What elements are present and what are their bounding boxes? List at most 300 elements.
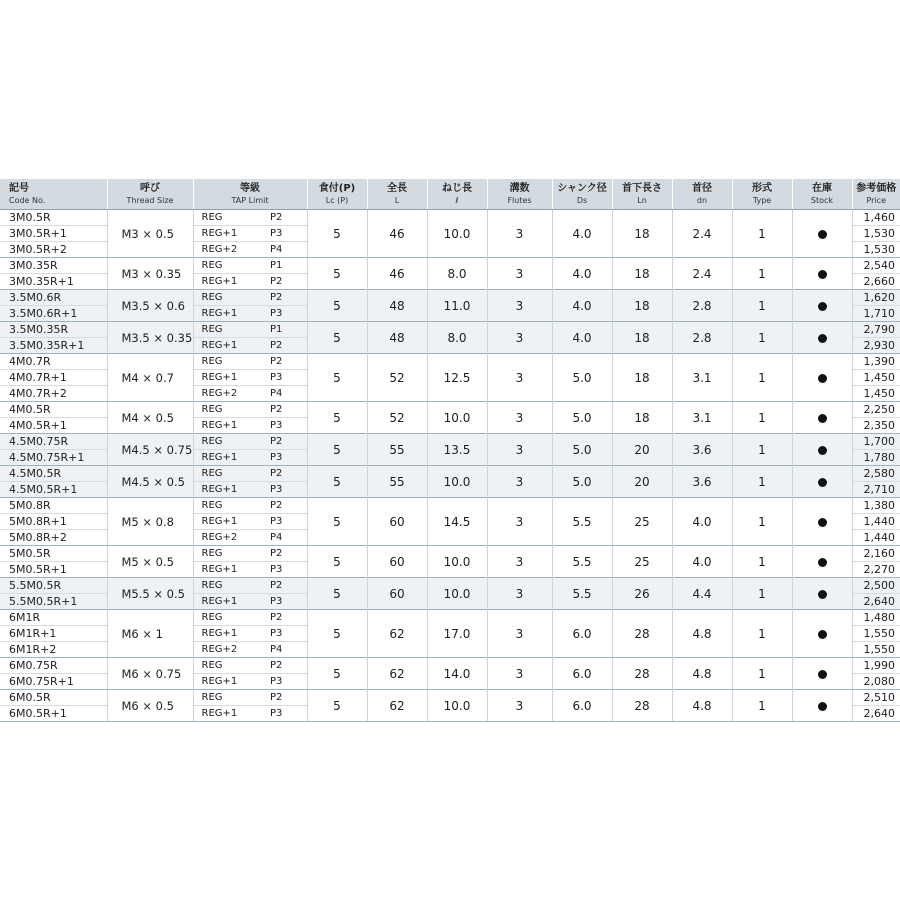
tap-limit-p-cell: P3 — [264, 514, 307, 530]
tap-limit-cell: REG+1 — [193, 626, 264, 642]
thread-size-cell: M3 × 0.35 — [107, 258, 193, 290]
tap-limit-cell: REG+1 — [193, 674, 264, 690]
code-cell: 6M1R+2 — [0, 642, 107, 658]
tap-limit-p-cell: P3 — [264, 306, 307, 322]
price-cell: 1,480 — [852, 610, 900, 626]
neck-dia-cell: 3.6 — [672, 466, 732, 498]
tap-limit-cell: REG+1 — [193, 306, 264, 322]
stock-cell — [792, 498, 852, 546]
price-cell: 2,080 — [852, 674, 900, 690]
tap-limit-cell: REG+2 — [193, 642, 264, 658]
filled-circle-icon — [818, 414, 827, 423]
header-length: 全長 L — [367, 179, 427, 210]
tap-limit-cell: REG+1 — [193, 706, 264, 722]
price-cell: 1,620 — [852, 290, 900, 306]
table-row — [0, 658, 900, 674]
code-cell: 6M0.75R — [9, 658, 58, 672]
tap-limit-p-cell: P2 — [264, 338, 307, 354]
type-cell: 1 — [732, 658, 792, 690]
length-cell: 48 — [367, 290, 427, 322]
type-cell: 1 — [732, 322, 792, 354]
thread-size-cell: M5.5 × 0.5 — [107, 578, 193, 610]
tap-limit-cell: REG — [193, 690, 264, 706]
tap-limit-p-cell: P3 — [264, 626, 307, 642]
length-cell: 46 — [367, 210, 427, 258]
thread-size-cell: M6 × 0.5 — [107, 690, 193, 722]
neck-length-cell: 18 — [612, 290, 672, 322]
code-cell: 6M1R — [9, 610, 41, 624]
header-limit: 等級 TAP Limit — [193, 179, 307, 210]
tap-limit-p-cell: P2 — [270, 499, 283, 511]
tap-limit-cell: REG+1 — [193, 418, 264, 434]
tap-limit-cell: REG — [193, 498, 264, 514]
flutes-cell: 3 — [487, 466, 552, 498]
price-cell: 2,510 — [852, 690, 900, 706]
shank-cell: 5.0 — [552, 402, 612, 434]
lc-cell: 5 — [307, 498, 367, 546]
neck-length-cell: 20 — [612, 434, 672, 466]
table-row — [0, 690, 900, 706]
lc-cell: 5 — [307, 258, 367, 290]
tap-limit-p-cell: P2 — [270, 611, 283, 623]
code-cell: 5M0.8R+2 — [0, 530, 107, 546]
tap-limit-cell: REG — [193, 290, 264, 306]
price-cell: 1,450 — [852, 370, 900, 386]
type-cell: 1 — [732, 354, 792, 402]
code-cell: 6M0.5R — [9, 690, 51, 704]
price-cell: 2,270 — [852, 562, 900, 578]
code-cell: 3.5M0.6R+1 — [0, 306, 107, 322]
header-flutes: 溝数 Flutes — [487, 179, 552, 210]
stock-cell — [792, 402, 852, 434]
thread-size-cell: M4 × 0.7 — [107, 354, 193, 402]
neck-dia-cell: 3.1 — [672, 354, 732, 402]
code-cell: 5.5M0.5R — [0, 578, 107, 594]
thread-size-cell: M4.5 × 0.75 — [107, 434, 193, 466]
table-row — [0, 546, 900, 562]
code-cell: 6M0.75R+1 — [0, 674, 107, 690]
thread-length-cell: 10.0 — [427, 690, 487, 722]
length-cell: 46 — [367, 258, 427, 290]
thread-size-cell: M3.5 × 0.6 — [107, 290, 193, 322]
price-cell: 2,160 — [852, 546, 900, 562]
neck-dia-cell: 4.8 — [672, 658, 732, 690]
thread-length-cell: 14.5 — [427, 498, 487, 546]
tap-limit-p-cell: P3 — [264, 450, 307, 466]
length-cell: 48 — [367, 322, 427, 354]
length-cell: 60 — [367, 578, 427, 610]
thread-length-cell: 8.0 — [427, 258, 487, 290]
lc-cell: 5 — [307, 290, 367, 322]
type-cell: 1 — [732, 610, 792, 658]
shank-cell: 6.0 — [552, 690, 612, 722]
spec-group — [0, 578, 900, 610]
shank-cell: 4.0 — [552, 322, 612, 354]
price-cell: 1,390 — [852, 354, 900, 370]
code-cell: 4M0.7R+1 — [0, 370, 107, 386]
code-cell: 4.5M0.5R+1 — [0, 482, 107, 498]
tap-limit-p-cell: P2 — [264, 466, 307, 482]
code-cell: 4.5M0.75R+1 — [0, 450, 107, 466]
code-cell: 3.5M0.35R — [0, 322, 107, 338]
price-cell: 2,250 — [852, 402, 900, 418]
code-cell: 3M0.35R+1 — [0, 274, 107, 290]
header-neck-length: 首下長さ Ln — [612, 179, 672, 210]
thread-length-cell: 11.0 — [427, 290, 487, 322]
spec-group — [0, 290, 900, 322]
stock-cell — [792, 578, 852, 610]
filled-circle-icon — [818, 230, 827, 239]
tap-limit-cell: REG+1 — [193, 450, 264, 466]
type-cell: 1 — [732, 210, 792, 258]
code-cell: 4.5M0.75R — [0, 434, 107, 450]
tap-limit-cell: REG+1 — [193, 562, 264, 578]
code-cell: 4M0.7R+2 — [0, 386, 107, 402]
neck-length-cell: 20 — [612, 466, 672, 498]
code-cell: 3M0.5R+1 — [0, 226, 107, 242]
type-cell: 1 — [732, 578, 792, 610]
table-row — [0, 210, 900, 226]
lc-cell: 5 — [307, 690, 367, 722]
stock-cell — [792, 210, 852, 258]
tap-limit-cell: REG+2 — [193, 386, 264, 402]
filled-circle-icon — [818, 702, 827, 711]
price-cell: 2,640 — [852, 706, 900, 722]
spec-group — [0, 434, 900, 466]
stock-cell — [792, 466, 852, 498]
tap-limit-p-cell: P2 — [270, 403, 283, 415]
stock-cell — [792, 258, 852, 290]
thread-length-cell: 13.5 — [427, 434, 487, 466]
header-thread-length: ねじ長 ℓ — [427, 179, 487, 210]
header-lc: 食付(P) Lc (P) — [307, 179, 367, 210]
header-row — [0, 179, 900, 210]
type-cell: 1 — [732, 434, 792, 466]
lc-cell: 5 — [307, 546, 367, 578]
tap-limit-p-cell: P1 — [270, 259, 283, 271]
price-cell: 1,710 — [852, 306, 900, 322]
lc-cell: 5 — [307, 466, 367, 498]
neck-dia-cell: 2.4 — [672, 258, 732, 290]
spec-group — [0, 690, 900, 722]
flutes-cell: 3 — [487, 610, 552, 658]
tap-limit-cell: REG — [193, 210, 264, 226]
thread-length-cell: 10.0 — [427, 466, 487, 498]
spec-group — [0, 402, 900, 434]
price-cell: 2,790 — [852, 322, 900, 338]
spec-group — [0, 498, 900, 546]
price-cell: 1,780 — [852, 450, 900, 466]
thread-size-cell: M3 × 0.5 — [107, 210, 193, 258]
filled-circle-icon — [818, 334, 827, 343]
neck-length-cell: 18 — [612, 402, 672, 434]
type-cell: 1 — [732, 258, 792, 290]
neck-dia-cell: 4.0 — [672, 546, 732, 578]
tap-limit-p-cell: P4 — [264, 642, 307, 658]
neck-length-cell: 28 — [612, 658, 672, 690]
lc-cell: 5 — [307, 578, 367, 610]
tap-limit-cell: REG — [193, 578, 264, 594]
neck-dia-cell: 3.6 — [672, 434, 732, 466]
table-row — [0, 402, 900, 418]
thread-length-cell: 10.0 — [427, 578, 487, 610]
tap-limit-p-cell: P1 — [264, 322, 307, 338]
spec-group — [0, 466, 900, 498]
table-row — [0, 258, 900, 274]
tap-limit-p-cell: P2 — [270, 547, 283, 559]
tap-limit-cell: REG+2 — [193, 242, 264, 258]
stock-cell — [792, 290, 852, 322]
tap-limit-cell: REG+1 — [193, 226, 264, 242]
thread-length-cell: 10.0 — [427, 402, 487, 434]
filled-circle-icon — [818, 270, 827, 279]
filled-circle-icon — [818, 590, 827, 599]
tap-limit-cell: REG — [193, 258, 264, 274]
flutes-cell: 3 — [487, 658, 552, 690]
tap-limit-p-cell: P2 — [264, 578, 307, 594]
shank-cell: 4.0 — [552, 258, 612, 290]
code-cell: 6M0.5R+1 — [0, 706, 107, 722]
length-cell: 55 — [367, 466, 427, 498]
filled-circle-icon — [818, 478, 827, 487]
lc-cell: 5 — [307, 210, 367, 258]
table-row — [0, 466, 900, 482]
spec-group — [0, 210, 900, 258]
length-cell: 62 — [367, 658, 427, 690]
code-cell: 3.5M0.6R — [0, 290, 107, 306]
tap-limit-p-cell: P3 — [264, 674, 307, 690]
neck-dia-cell: 4.8 — [672, 610, 732, 658]
thread-length-cell: 10.0 — [427, 210, 487, 258]
code-cell: 4M0.7R — [9, 354, 51, 368]
price-cell: 1,440 — [852, 514, 900, 530]
filled-circle-icon — [818, 302, 827, 311]
stock-cell — [792, 690, 852, 722]
code-cell: 4.5M0.5R — [0, 466, 107, 482]
shank-cell: 4.0 — [552, 290, 612, 322]
stock-cell — [792, 322, 852, 354]
code-cell: 4M0.5R+1 — [0, 418, 107, 434]
length-cell: 52 — [367, 402, 427, 434]
header-thread: 呼び Thread Size — [107, 179, 193, 210]
spec-table-container — [0, 179, 900, 721]
neck-dia-cell: 3.1 — [672, 402, 732, 434]
stock-cell — [792, 610, 852, 658]
lc-cell: 5 — [307, 402, 367, 434]
header-type: 形式 Type — [732, 179, 792, 210]
thread-length-cell: 17.0 — [427, 610, 487, 658]
price-cell: 1,990 — [852, 658, 900, 674]
price-cell: 1,700 — [852, 434, 900, 450]
code-cell: 3M0.5R — [9, 210, 51, 224]
price-cell: 2,660 — [852, 274, 900, 290]
spec-group — [0, 258, 900, 290]
stock-cell — [792, 354, 852, 402]
stock-cell — [792, 434, 852, 466]
tap-limit-p-cell: P3 — [264, 226, 307, 242]
length-cell: 52 — [367, 354, 427, 402]
flutes-cell: 3 — [487, 578, 552, 610]
spec-group — [0, 322, 900, 354]
neck-dia-cell: 4.0 — [672, 498, 732, 546]
code-cell: 3M0.35R — [9, 258, 58, 272]
header-neck-dia: 首径 dn — [672, 179, 732, 210]
thread-size-cell: M4 × 0.5 — [107, 402, 193, 434]
tap-limit-cell: REG — [193, 402, 264, 418]
code-cell: 4M0.5R — [9, 402, 51, 416]
filled-circle-icon — [818, 558, 827, 567]
price-cell: 1,550 — [852, 642, 900, 658]
type-cell: 1 — [732, 690, 792, 722]
shank-cell: 6.0 — [552, 610, 612, 658]
price-cell: 2,930 — [852, 338, 900, 354]
filled-circle-icon — [818, 518, 827, 527]
shank-cell: 6.0 — [552, 658, 612, 690]
flutes-cell: 3 — [487, 354, 552, 402]
length-cell: 62 — [367, 610, 427, 658]
code-cell: 3.5M0.35R+1 — [0, 338, 107, 354]
shank-cell: 4.0 — [552, 210, 612, 258]
length-cell: 60 — [367, 546, 427, 578]
tap-limit-p-cell: P3 — [264, 594, 307, 610]
neck-length-cell: 18 — [612, 322, 672, 354]
length-cell: 60 — [367, 498, 427, 546]
neck-length-cell: 18 — [612, 354, 672, 402]
length-cell: 62 — [367, 690, 427, 722]
thread-size-cell: M5 × 0.5 — [107, 546, 193, 578]
price-cell: 1,460 — [852, 210, 900, 226]
thread-length-cell: 12.5 — [427, 354, 487, 402]
header-stock: 在庫 Stock — [792, 179, 852, 210]
lc-cell: 5 — [307, 322, 367, 354]
price-cell: 2,500 — [852, 578, 900, 594]
neck-dia-cell: 2.8 — [672, 290, 732, 322]
filled-circle-icon — [818, 374, 827, 383]
tap-limit-p-cell: P2 — [270, 691, 283, 703]
code-cell: 5M0.8R — [9, 498, 51, 512]
header-shank: シャンク径 Ds — [552, 179, 612, 210]
shank-cell: 5.0 — [552, 354, 612, 402]
neck-length-cell: 26 — [612, 578, 672, 610]
stock-cell — [792, 658, 852, 690]
tap-limit-cell: REG+2 — [193, 530, 264, 546]
spec-group — [0, 354, 900, 402]
tap-limit-p-cell: P2 — [264, 290, 307, 306]
tap-limit-p-cell: P4 — [264, 386, 307, 402]
thread-length-cell: 8.0 — [427, 322, 487, 354]
flutes-cell: 3 — [487, 258, 552, 290]
flutes-cell: 3 — [487, 546, 552, 578]
code-cell: 5.5M0.5R+1 — [0, 594, 107, 610]
shank-cell: 5.0 — [552, 466, 612, 498]
neck-dia-cell: 4.4 — [672, 578, 732, 610]
tap-limit-cell: REG+1 — [193, 594, 264, 610]
lc-cell: 5 — [307, 610, 367, 658]
type-cell: 1 — [732, 290, 792, 322]
tap-limit-p-cell: P3 — [264, 418, 307, 434]
neck-length-cell: 18 — [612, 258, 672, 290]
tap-limit-p-cell: P2 — [264, 274, 307, 290]
price-cell: 1,380 — [852, 498, 900, 514]
header-price: 参考価格 Price — [852, 179, 900, 210]
flutes-cell: 3 — [487, 498, 552, 546]
shank-cell: 5.0 — [552, 434, 612, 466]
tap-limit-p-cell: P2 — [270, 355, 283, 367]
table-row — [0, 322, 900, 338]
filled-circle-icon — [818, 630, 827, 639]
price-cell: 2,540 — [852, 258, 900, 274]
price-cell: 1,530 — [852, 226, 900, 242]
code-cell: 6M1R+1 — [0, 626, 107, 642]
tap-limit-cell: REG — [193, 610, 264, 626]
price-cell: 2,350 — [852, 418, 900, 434]
lc-cell: 5 — [307, 658, 367, 690]
tap-limit-cell: REG — [193, 322, 264, 338]
tap-limit-cell: REG+1 — [193, 514, 264, 530]
table-row — [0, 578, 900, 594]
shank-cell: 5.5 — [552, 498, 612, 546]
price-cell: 2,580 — [852, 466, 900, 482]
price-cell: 1,440 — [852, 530, 900, 546]
flutes-cell: 3 — [487, 322, 552, 354]
stock-cell — [792, 546, 852, 578]
thread-size-cell: M6 × 0.75 — [107, 658, 193, 690]
tap-limit-p-cell: P4 — [264, 530, 307, 546]
table-row — [0, 434, 900, 450]
table-row — [0, 354, 900, 370]
type-cell: 1 — [732, 498, 792, 546]
neck-length-cell: 18 — [612, 210, 672, 258]
type-cell: 1 — [732, 402, 792, 434]
header-code: 記号 Code No. — [0, 179, 107, 210]
tap-limit-p-cell: P3 — [264, 370, 307, 386]
tap-limit-p-cell: P2 — [264, 434, 307, 450]
table-row — [0, 498, 900, 514]
thread-length-cell: 10.0 — [427, 546, 487, 578]
price-cell: 1,530 — [852, 242, 900, 258]
code-cell: 5M0.8R+1 — [0, 514, 107, 530]
tap-limit-cell: REG+1 — [193, 274, 264, 290]
code-cell: 5M0.5R — [9, 546, 51, 560]
tap-limit-p-cell: P2 — [270, 211, 283, 223]
length-cell: 55 — [367, 434, 427, 466]
tap-limit-p-cell: P2 — [270, 659, 283, 671]
spec-group — [0, 658, 900, 690]
neck-length-cell: 25 — [612, 498, 672, 546]
code-cell: 3M0.5R+2 — [0, 242, 107, 258]
tap-limit-p-cell: P4 — [264, 242, 307, 258]
code-cell: 5M0.5R+1 — [0, 562, 107, 578]
tap-limit-cell: REG+1 — [193, 370, 264, 386]
type-cell: 1 — [732, 466, 792, 498]
neck-dia-cell: 2.8 — [672, 322, 732, 354]
price-cell: 2,710 — [852, 482, 900, 498]
neck-length-cell: 28 — [612, 610, 672, 658]
tap-limit-p-cell: P3 — [264, 482, 307, 498]
tap-spec-table — [0, 179, 900, 721]
lc-cell: 5 — [307, 434, 367, 466]
thread-length-cell: 14.0 — [427, 658, 487, 690]
thread-size-cell: M4.5 × 0.5 — [107, 466, 193, 498]
tap-limit-cell: REG+1 — [193, 482, 264, 498]
filled-circle-icon — [818, 670, 827, 679]
tap-limit-cell: REG — [193, 466, 264, 482]
table-row — [0, 610, 900, 626]
thread-size-cell: M5 × 0.8 — [107, 498, 193, 546]
price-cell: 1,450 — [852, 386, 900, 402]
tap-limit-cell: REG — [193, 546, 264, 562]
lc-cell: 5 — [307, 354, 367, 402]
